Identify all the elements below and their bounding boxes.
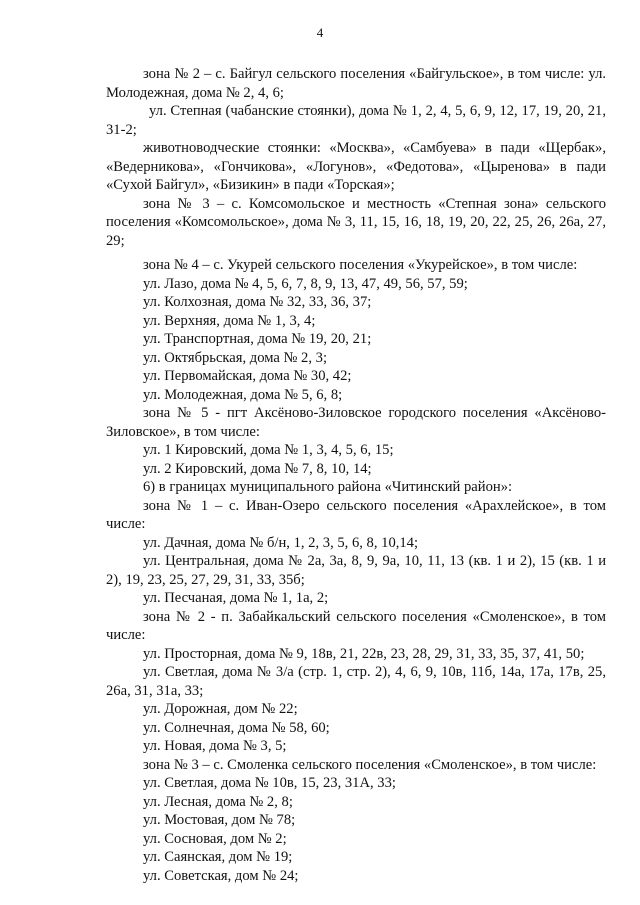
paragraph-zone-3-komsomolskoe: зона № 3 – с. Комсомольское и местность «Степная зона» сельского поселения «Комсомольское», дома № 3, 11, 15, 16, 18, 19, 20, 22, 25, 26, 26а, 27, 29; [106,195,606,249]
paragraph-section-6-chitinsky: 6) в границах муниципального района «Читинский район»: [143,479,513,495]
paragraph-street-1-kirovsky: ул. 1 Кировский, дома № 1, 3, 4, 5, 6, 15; [143,442,394,458]
paragraph-street-pervomayskaya: ул. Первомайская, дома № 30, 42; [143,368,352,384]
page-number: 4 [316,25,324,40]
paragraph-street-sovetskaya: ул. Советская, дом № 24; [143,867,299,884]
paragraph-street-sosnovaya: ул. Сосновая, дом № 2; [143,830,287,847]
paragraph-street-peschanaya: ул. Песчаная, дома № 1, 1а, 2; [143,590,329,606]
paragraph-street-2-kirovsky: ул. 2 Кировский, дома № 7, 8, 10, 14; [143,460,372,477]
paragraph-street-molodezhnaya: ул. Молодежная, дома № 5, 6, 8; [143,386,343,403]
paragraph-street-oktyabrskaya: ул. Октябрьская, дома № 2, 3; [143,349,328,366]
paragraph-zone-2-zabaykalsky: зона № 2 - п. Забайкальский сельского поселения «Смоленское», в том числе: [106,608,606,643]
paragraph-street-sayanskaya: ул. Саянская, дом № 19; [143,849,293,865]
paragraph-street-solnechnaya: ул. Солнечная, дома № 58, 60; [143,719,330,736]
paragraph-street-lesnaya: ул. Лесная, дома № 2, 8; [143,793,293,810]
paragraph-zone-1-ivan-ozero: зона № 1 – с. Иван-Озеро сельского поселения «Арахлейское», в том числе: [106,497,606,532]
paragraph-street-transportnaya: ул. Транспортная, дома № 19, 20, 21; [143,331,372,347]
paragraph-zone-4-ukurey: зона № 4 – с. Укурей сельского поселения «Укурейское», в том числе: [143,257,578,273]
paragraph-street-stepnaya: ул. Степная (чабанские стоянки), дома № 1, 2, 4, 5, 6, 9, 12, 17, 19, 20, 21, 31-2; [106,103,606,138]
paragraph-street-novaya: ул. Новая, дома № 3, 5; [143,738,287,754]
paragraph-street-svetlaya: ул. Светлая, дома № 3/а (стр. 1, стр. 2), 4, 6, 9, 10в, 11б, 14а, 17а, 17в, 25, 26а, 31, 31а, 33; [106,664,606,699]
paragraph-street-tsentralnaya: ул. Центральная, дома № 2а, 3а, 8, 9, 9а, 10, 11, 13 (кв. 1 и 2), 15 (кв. 1 и 2), 19, 23, 25, 27, 29, 31, 33, 35б; [106,553,606,588]
paragraph-street-lazo: ул. Лазо, дома № 4, 5, 6, 7, 8, 9, 13, 47, 49, 56, 57, 59; [143,275,468,292]
paragraph-street-kolkhoznaya: ул. Колхозная, дома № 32, 33, 36, 37; [143,294,372,310]
paragraph-livestock-camps: животноводческие стоянки: «Москва», «Самбуева» в пади «Щербак», «Ведерникова», «Гончикова», «Логунов», «Федотова», «Цыренова» в пади «Сухой Байгул», «Бизикин» в пади «Торская»; [106,140,606,193]
paragraph-street-svetlaya-smolenka: ул. Светлая, дома № 10в, 15, 23, 31А, 33; [143,775,396,791]
paragraph-street-verkhnyaya: ул. Верхняя, дома № 1, 3, 4; [143,312,316,329]
paragraph-street-dorozhnaya: ул. Дорожная, дом № 22; [143,701,298,717]
paragraph-zone-3-smolenka: зона № 3 – с. Смоленка сельского поселения «Смоленское», в том числе: [143,756,597,773]
document-body [106,65,606,885]
paragraph-street-dachnaya: ул. Дачная, дома № б/н, 1, 2, 3, 5, 6, 8, 10,14; [143,534,419,551]
paragraph-zone-2-baygul: зона № 2 – с. Байгул сельского поселения «Байгульское», в том числе: ул. Молодежная, дома № 2, 4, 6; [106,66,606,101]
paragraph-street-prostornaya: ул. Просторная, дома № 9, 18в, 21, 22в, 23, 28, 29, 31, 33, 35, 37, 41, 50; [143,645,585,662]
paragraph-street-mostovaya: ул. Мостовая, дом № 78; [143,812,296,828]
paragraph-zone-5-aksenovo: зона № 5 - пгт Аксёново-Зиловское городского поселения «Аксёново-Зиловское», в том числе: [106,405,606,440]
